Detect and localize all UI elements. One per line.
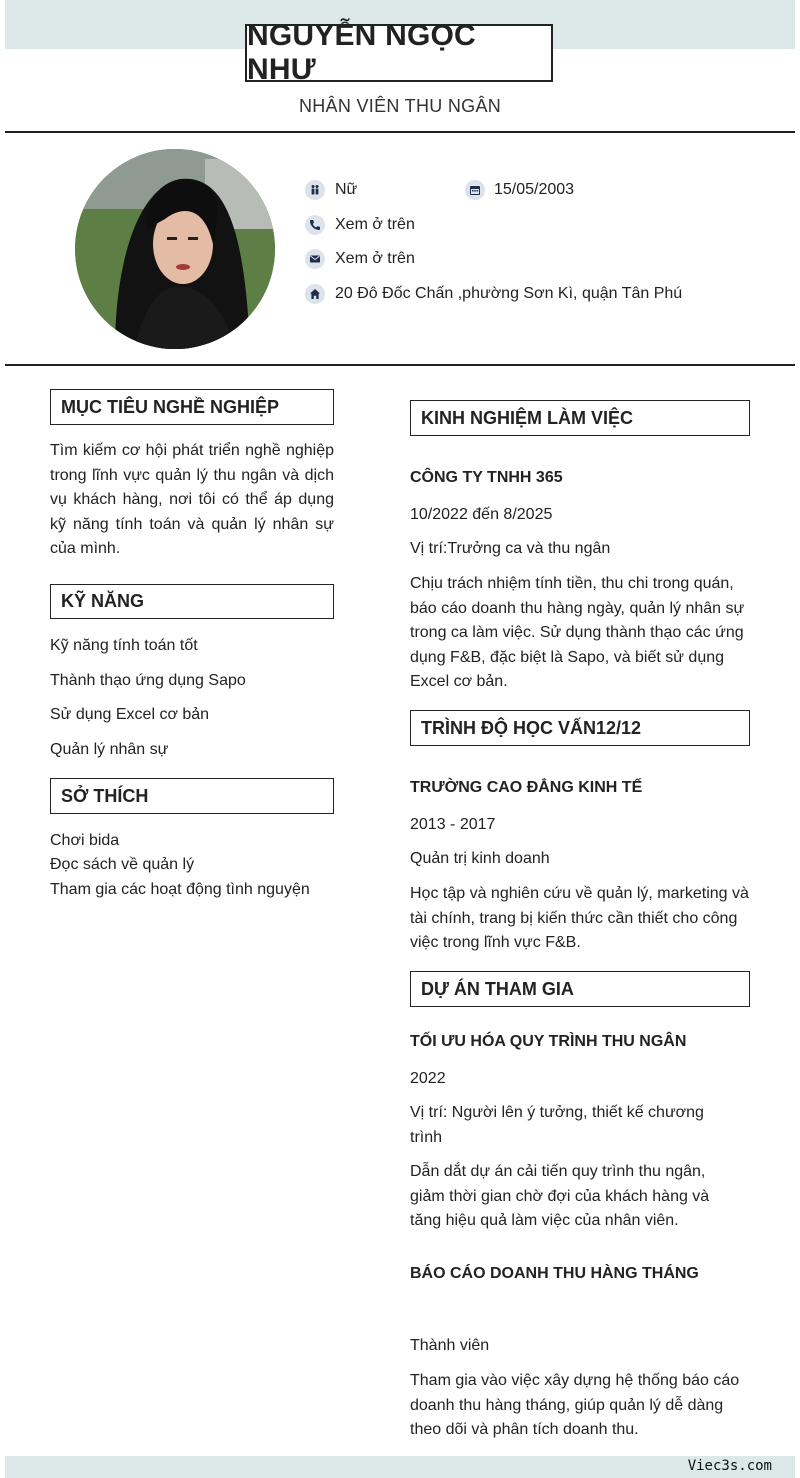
gender-value: Nữ [335,181,358,198]
project-year: 2022 [410,1070,446,1087]
avatar [75,149,275,349]
candidate-name: NGUYỄN NGỌC NHƯ [245,24,553,82]
contact-email [305,249,415,269]
experience-position: Vị trí:Trưởng ca và thu ngân [410,540,611,557]
email-icon [305,249,325,269]
footer-band [5,1456,795,1478]
education-heading: TRÌNH ĐỘ HỌC VẤN12/12 [410,710,750,746]
avatar-photo [75,149,275,349]
project-role: Vị trí: Người lên ý tưởng, thiết kế chương trình [410,1104,704,1146]
skills-heading: KỸ NĂNG [50,584,334,619]
hobby-item: Chơi bida [50,832,120,849]
objective-heading: MỤC TIÊU NGHỀ NGHIỆP [50,389,334,425]
phone-value: Xem ở trên [335,216,415,233]
objective-text: Tìm kiếm cơ hội phát triển nghề nghiệp trong lĩnh vực quản lý thu ngân và dịch vụ khách hàng, nơi tôi có thể áp dụng kỹ năng tính toán và quản lý nhân sự của mình. [50,442,334,557]
header-divider [5,131,795,133]
job-title: NHÂN VIÊN THU NGÂN [298,96,502,116]
education-description: Học tập và nghiên cứu về quản lý, marketing và tài chính, trang bị kiến thức cần thiết cho công việc trong lĩnh vực F&B. [410,885,749,951]
skill-item: Thành thạo ứng dụng Sapo [50,672,246,689]
experience-heading: KINH NGHIỆM LÀM VIỆC [410,400,750,436]
experience-company: CÔNG TY TNHH 365 [410,469,563,486]
project-description: Dẫn dắt dự án cải tiến quy trình thu ngân, giảm thời gian chờ đợi của khách hàng và tăng hiệu quả làm việc của nhân viên. [410,1163,710,1229]
contact-phone [305,215,415,235]
hobby-item: Đọc sách về quản lý [50,856,195,873]
project-name: TỐI ƯU HÓA QUY TRÌNH THU NGÂN [410,1033,687,1050]
project-name: BÁO CÁO DOANH THU HÀNG THÁNG [410,1265,699,1282]
projects-heading: DỰ ÁN THAM GIA [410,971,750,1007]
skill-item: Kỹ năng tính toán tốt [50,637,198,654]
project-role: Thành viên [410,1337,490,1354]
profile-divider [5,364,795,366]
experience-description: Chịu trách nhiệm tính tiền, thu chi trong quán, báo cáo doanh thu hàng ngày, quản lý nhân sự trong ca làm việc. Sử dụng thành thạo các ứng dụng F&B, đặc biệt là Sapo, và biết sử dụng Excel cơ bản. [410,575,745,690]
phone-icon [305,215,325,235]
site-brand: Viec3s.com [687,1458,772,1474]
contact-gender [305,180,357,200]
hobbies-heading: SỞ THÍCH [50,778,334,814]
calendar-icon [465,180,485,200]
contact-birthday [465,180,574,200]
project-description: Tham gia vào việc xây dựng hệ thống báo cáo doanh thu hàng tháng, giúp quản lý dễ dàng theo dõi và phân tích doanh thu. [410,1372,740,1438]
education-school: TRƯỜNG CAO ĐẲNG KINH TẾ [410,779,643,796]
skill-item: Quản lý nhân sự [50,741,169,758]
hobby-item: Tham gia các hoạt động tình nguyện [50,881,310,898]
home-icon [305,284,325,304]
address-value: 20 Đô Đốc Chấn ,phường Sơn Kì, quận Tân Phú [335,285,683,302]
birthday-value: 15/05/2003 [494,181,575,198]
education-period: 2013 - 2017 [410,816,496,833]
gender-icon [305,180,325,200]
email-value: Xem ở trên [335,250,415,267]
contact-address [305,284,682,304]
education-major: Quản trị kinh doanh [410,850,550,867]
experience-period: 10/2022 đến 8/2025 [410,506,553,523]
skill-item: Sử dụng Excel cơ bản [50,706,210,723]
